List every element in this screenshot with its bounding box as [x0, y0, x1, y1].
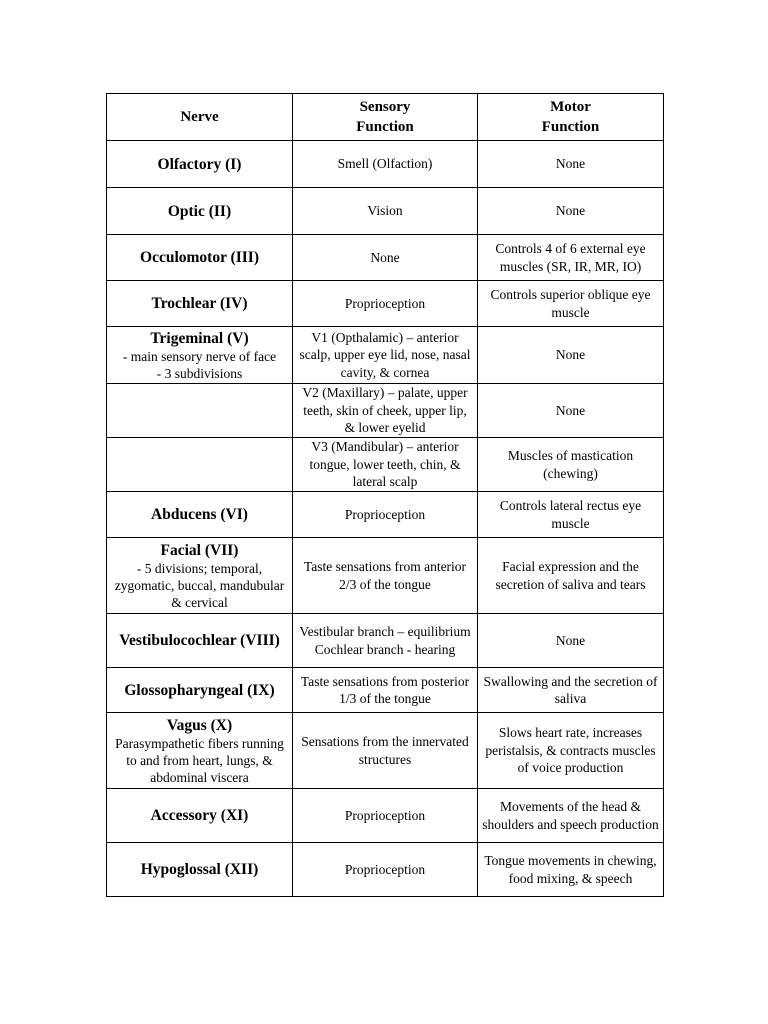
nerve-note: Parasympathetic fibers running to and from heart, lungs, & abdominal viscera	[115, 735, 284, 785]
nerve-name: Olfactory (I)	[157, 155, 242, 173]
motor-function-cell: None	[478, 141, 664, 188]
table-row	[107, 492, 664, 538]
nerve-name: Accessory (XI)	[150, 807, 249, 824]
header-row	[107, 94, 664, 141]
motor-function-cell: Facial expression and the secretion of saliva and tears	[478, 538, 664, 614]
sensory-function-cell: Proprioception	[293, 281, 478, 327]
table-row	[107, 713, 664, 789]
nerve-cell	[107, 614, 293, 668]
sensory-function-cell: Sensations from the innervated structures	[293, 713, 478, 789]
nerve-cell	[107, 235, 293, 281]
nerve-name: Occulomotor (III)	[140, 249, 259, 266]
motor-function-cell: None	[478, 384, 664, 438]
motor-function-cell: Controls 4 of 6 external eye muscles (SR, IR, MR, IO)	[478, 235, 664, 281]
header-motor-function: Motor Function	[478, 94, 664, 141]
sensory-function-cell: Taste sensations from posterior 1/3 of the tongue	[293, 668, 478, 713]
nerve-name: Vestibulocochlear (VIII)	[119, 632, 280, 649]
nerve-cell	[107, 668, 293, 713]
motor-function-cell: None	[478, 188, 664, 235]
header-nerve: Nerve	[107, 94, 293, 141]
table-row	[107, 843, 664, 897]
table-row	[107, 438, 664, 492]
nerve-name: Glossopharyngeal (IX)	[124, 681, 275, 699]
nerve-cell	[107, 843, 293, 897]
motor-function-cell: None	[478, 327, 664, 384]
table-body	[107, 141, 664, 897]
motor-function-cell: None	[478, 614, 664, 668]
sensory-function-cell: None	[293, 235, 478, 281]
motor-function-cell: Slows heart rate, increases peristalsis, & contracts muscles of voice production	[478, 713, 664, 789]
motor-function-cell: Swallowing and the secretion of saliva	[478, 668, 664, 713]
table-row	[107, 141, 664, 188]
sensory-function-cell: Proprioception	[293, 789, 478, 843]
nerve-name: Facial (VII)	[160, 541, 239, 559]
sensory-function-cell: Smell (Olfaction)	[293, 141, 478, 188]
nerve-cell	[107, 281, 293, 327]
nerve-name: Trigeminal (V)	[150, 329, 249, 347]
motor-function-cell: Controls lateral rectus eye muscle	[478, 492, 664, 538]
table-row	[107, 789, 664, 843]
motor-function-cell: Tongue movements in chewing, food mixing, & speech	[478, 843, 664, 897]
nerve-cell	[107, 141, 293, 188]
table-row	[107, 235, 664, 281]
table-row	[107, 384, 664, 438]
nerve-cell	[107, 713, 293, 789]
table-row	[107, 188, 664, 235]
nerve-cell	[107, 438, 293, 492]
sensory-function-cell: V1 (Opthalamic) – anterior scalp, upper eye lid, nose, nasal cavity, & cornea	[293, 327, 478, 384]
nerve-name: Abducens (VI)	[151, 506, 248, 523]
nerve-cell	[107, 188, 293, 235]
table-row	[107, 281, 664, 327]
table-row	[107, 538, 664, 614]
table-row	[107, 668, 664, 713]
cranial-nerves-table	[106, 93, 664, 897]
nerve-cell	[107, 492, 293, 538]
nerve-cell	[107, 384, 293, 438]
nerve-cell	[107, 538, 293, 614]
table-row	[107, 327, 664, 384]
table-row	[107, 614, 664, 668]
sensory-function-cell: Proprioception	[293, 843, 478, 897]
header-sensory-function: Sensory Function	[293, 94, 478, 141]
sensory-function-cell: Taste sensations from anterior 2/3 of the tongue	[293, 538, 478, 614]
sensory-function-cell: V3 (Mandibular) – anterior tongue, lower teeth, chin, & lateral scalp	[293, 438, 478, 492]
nerve-note: - main sensory nerve of face - 3 subdivisions	[122, 348, 277, 381]
nerve-note: - 5 divisions; temporal, zygomatic, buccal, mandubular & cervical	[114, 560, 285, 610]
nerve-name: Hypoglossal (XII)	[140, 861, 259, 878]
nerve-name: Trochlear (IV)	[151, 295, 248, 312]
nerve-cell	[107, 327, 293, 384]
motor-function-cell: Controls superior oblique eye muscle	[478, 281, 664, 327]
motor-function-cell: Muscles of mastication (chewing)	[478, 438, 664, 492]
sensory-function-cell: V2 (Maxillary) – palate, upper teeth, skin of cheek, upper lip, & lower eyelid	[293, 384, 478, 438]
sensory-function-cell: Vestibular branch – equilibrium Cochlear branch - hearing	[293, 614, 478, 668]
nerve-name: Optic (II)	[167, 202, 232, 220]
motor-function-cell: Movements of the head & shoulders and speech production	[478, 789, 664, 843]
sensory-function-cell: Proprioception	[293, 492, 478, 538]
nerve-name: Vagus (X)	[166, 716, 233, 734]
sensory-function-cell: Vision	[293, 188, 478, 235]
nerve-cell	[107, 789, 293, 843]
